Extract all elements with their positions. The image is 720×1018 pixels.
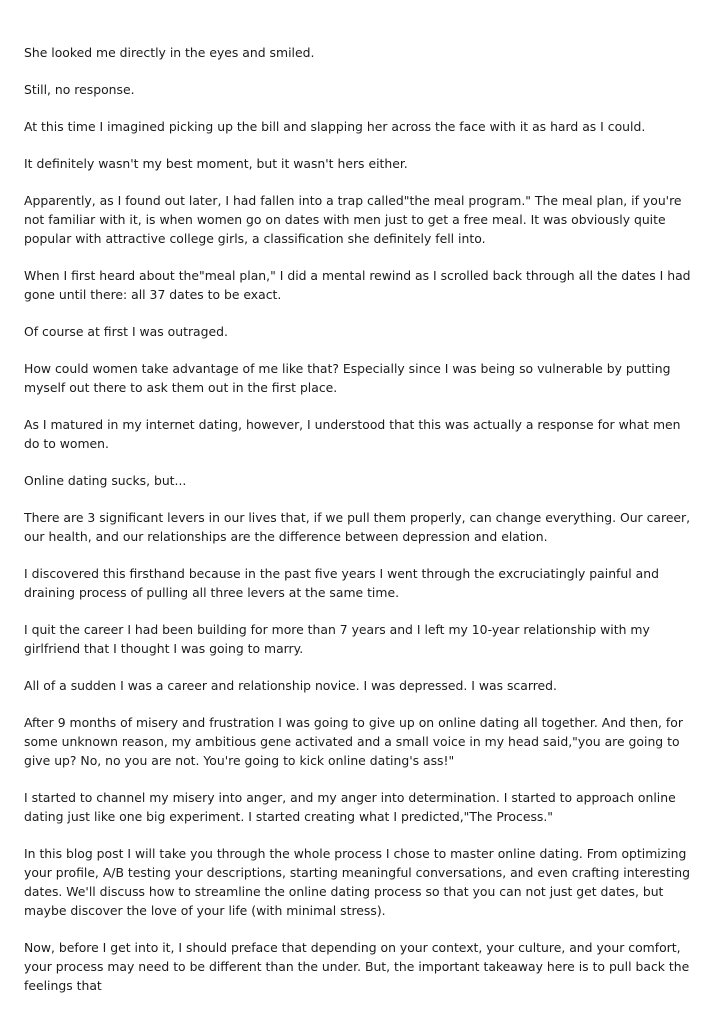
paragraph-14: All of a sudden I was a career and relationship novice. I was depressed. I was scarred.	[24, 678, 557, 693]
paragraph-6: When I first heard about the"meal plan," I did a mental rewind as I scrolled back through all the dates I had gone until there: all 37 dates to be exact.	[24, 268, 691, 302]
paragraph-1: She looked me directly in the eyes and smiled.	[24, 45, 315, 60]
paragraph-12: I discovered this firsthand because in the past five years I went through the excruciatingly painful and draining process of pulling all three levers at the same time.	[24, 566, 659, 600]
paragraph-16: I started to channel my misery into anger, and my anger into determination. I started to approach online dating just like one big experiment. I started creating what I predicted,"The Process."	[24, 790, 676, 824]
paragraph-11: There are 3 significant levers in our lives that, if we pull them properly, can change everything. Our career, our health, and our relationships are the difference between depression and elation.	[24, 510, 691, 544]
paragraph-7: Of course at first I was outraged.	[24, 324, 228, 339]
paragraph-17: In this blog post I will take you through the whole process I chose to master online dating. From optimizing your profile, A/B testing your descriptions, starting meaningful conversations, and even crafting interesting dates. We'll discuss how to streamline the online dating process so that you can not just get dates, but maybe discover the love of your life (with minimal stress).	[24, 846, 691, 918]
paragraph-3: At this time I imagined picking up the bill and slapping her across the face with it as hard as I could.	[24, 119, 646, 134]
paragraph-18: Now, before I get into it, I should preface that depending on your context, your culture, and your comfort, your process may need to be different than the under. But, the important takeaway here is to pull back the feelings that	[24, 940, 690, 993]
paragraph-8: How could women take advantage of me like that? Especially since I was being so vulnerable by putting myself out there to ask them out in the first place.	[24, 361, 671, 395]
paragraph-2: Still, no response.	[24, 82, 135, 97]
paragraph-15: After 9 months of misery and frustration I was going to give up on online dating all together. And then, for some unknown reason, my ambitious gene activated and a small voice in my head said,"you are going to give up? No, no you are not. You're going to kick online dating's ass!"	[24, 715, 683, 768]
document-body	[24, 43, 696, 1013]
paragraph-10: Online dating sucks, but...	[24, 473, 187, 488]
paragraph-4: It definitely wasn't my best moment, but it wasn't hers either.	[24, 156, 408, 171]
paragraph-9: As I matured in my internet dating, however, I understood that this was actually a response for what men do to women.	[24, 417, 681, 451]
paragraph-13: I quit the career I had been building for more than 7 years and I left my 10-year relationship with my girlfriend that I thought I was going to marry.	[24, 622, 650, 656]
paragraph-5: Apparently, as I found out later, I had fallen into a trap called"the meal program." The meal plan, if you're not familiar with it, is when women go on dates with men just to get a free meal. It was obviously quite popular with attractive college girls, a classification she definitely fell into.	[24, 193, 682, 246]
